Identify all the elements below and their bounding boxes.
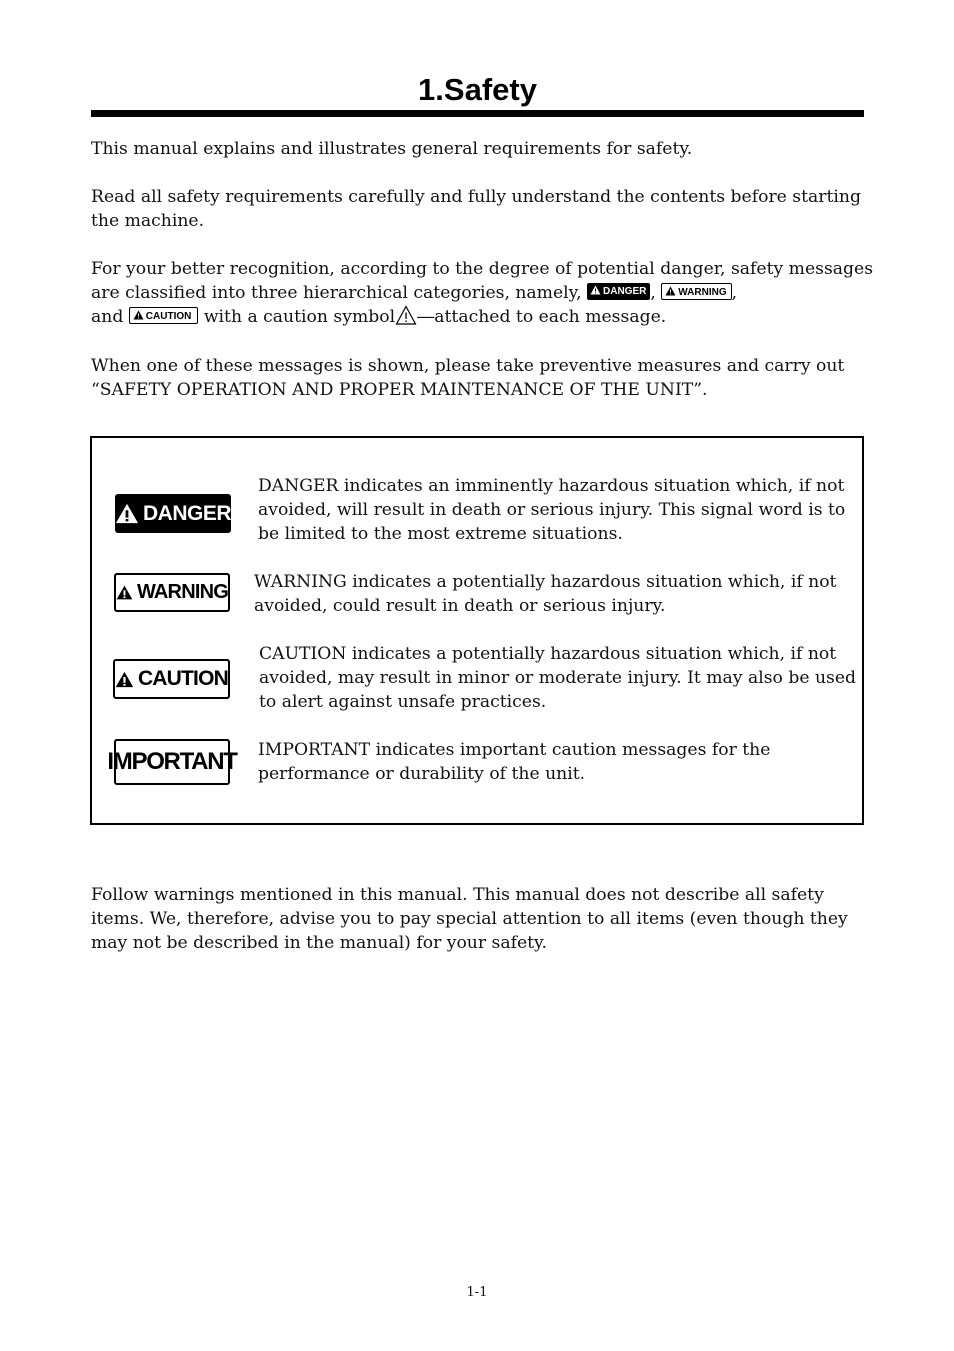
warning-triangle-icon: [116, 581, 133, 604]
caution-symbol-text: with a caution symbol: [198, 307, 396, 327]
warning-triangle-icon: [115, 668, 134, 691]
caution-label: CAUTION: [113, 659, 230, 699]
warning-triangle-icon: [590, 285, 601, 295]
categories-paragraph: [91, 257, 881, 329]
warning-label: WARNING: [114, 573, 230, 612]
inline-danger-badge: DANGER: [587, 283, 650, 300]
title-rule: [91, 110, 864, 117]
intro-paragraph: This manual explains and illustrates general requirements for safety.: [91, 139, 693, 159]
warning-term: WARNING: [254, 572, 347, 592]
caution-symbol-icon: [395, 305, 417, 325]
inline-caution-badge: CAUTION: [129, 307, 199, 324]
follow-warnings-paragraph: Follow warnings mentioned in this manual. This manual does not describe all safety items. We, therefore, advise you to pay special attention to all items (even though they may not be described in the manual) for your safety.: [91, 885, 848, 953]
page-number: 1-1: [466, 1285, 488, 1300]
danger-description: DANGER indicates an imminently hazardous situation which, if not avoided, will result in death or serious injury. This signal word is to be limited to the most extreme situations.: [258, 476, 846, 544]
important-label: IMPORTANT: [114, 739, 230, 785]
danger-label: DANGER: [115, 494, 231, 533]
important-description: IMPORTANT indicates important caution messages for the performance or durability of the unit.: [258, 740, 771, 784]
danger-term: DANGER: [258, 476, 339, 496]
important-term: IMPORTANT: [258, 740, 371, 760]
and-text: and: [91, 307, 129, 327]
page-title: 1.Safety: [418, 72, 537, 107]
caution-description: CAUTION indicates a potentially hazardous situation which, if not avoided, may result in minor or moderate injury. It may also be used to alert against unsafe practices.: [259, 644, 857, 712]
warning-triangle-icon: [115, 502, 139, 525]
preventive-measures-paragraph: When one of these messages is shown, please take preventive measures and carry out “SAFETY OPERATION AND PROPER MAINTENANCE OF THE UNIT”.: [91, 356, 845, 400]
caution-term: CAUTION: [259, 644, 347, 664]
read-requirements-paragraph: Read all safety requirements carefully and fully understand the contents before starting the machine.: [91, 187, 861, 231]
separator: ,: [731, 283, 738, 303]
attached-text: ―attached to each message.: [417, 307, 667, 327]
warning-triangle-icon: [665, 286, 676, 296]
separator: ,: [650, 283, 662, 303]
warning-description: WARNING indicates a potentially hazardous situation which, if not avoided, could result in death or serious injury.: [254, 572, 837, 616]
warning-triangle-icon: [133, 310, 144, 320]
categories-text: For your better recognition, according to the degree of potential danger, safety messages are classified into three hierarchical categories, namely,: [91, 259, 874, 303]
inline-warning-badge: WARNING: [661, 283, 731, 300]
